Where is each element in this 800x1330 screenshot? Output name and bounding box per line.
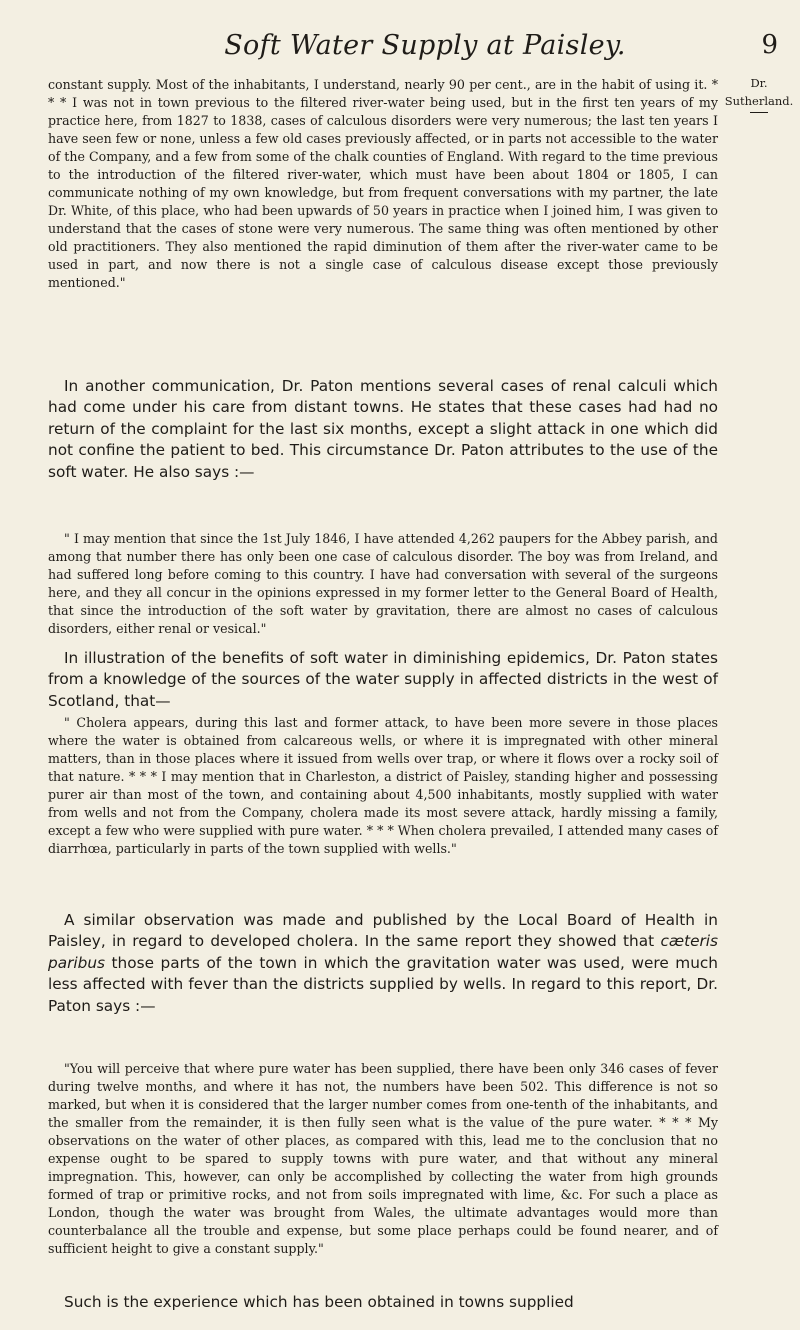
body-paragraph-6-start: A similar observation was made and published by the Local Board of Health in Paisley, in regard to developed cholera. In the same report they showed that (48, 911, 718, 951)
margin-note-rule (750, 112, 768, 113)
margin-note-line-2: Sutherland. (724, 94, 794, 108)
page-number: 9 (761, 30, 778, 60)
body-paragraph-8: Such is the experience which has been obtained in towns supplied (64, 1293, 574, 1311)
quote-paragraph-5: " Cholera appears, during this last and former attack, to have been more severe in those places where the water is obtained from calcareous wells, or where it is impregnated with other mineral matters, than in those places where it issued from wells over trap, or where it flows over a rocky soil of that nature. * * * I may mention that in Charleston, a district of Paisley, standing higher and possessing purer air than most of the town, and containing about 4,500 inhabitants, mostly supplied with water from wells and not from the Company, cholera made its most severe attack, hardly missing a family, except a few who were supplied with pure water. * * * When cholera prevailed, I attended many cases of diarrhœa, particularly in parts of the town supplied with wells." (48, 715, 718, 856)
running-head (60, 30, 790, 64)
body-paragraph-2: In another communication, Dr. Paton mentions several cases of renal calculi which had come under his care from distant towns. He states that these cases had had no return of the complaint for the last six months, except a slight attack in one which did not confine the patient to bed. This circumstance Dr. Paton attributes to the use of the soft water. He also says :— (48, 377, 718, 481)
quote-paragraph-7: "You will perceive that where pure water has been supplied, there have been only 346 cases of fever during twelve months, and where it has not, the numbers have been 502. This difference is not so marked, but when it is considered that the larger number comes from one-tenth of the inhabitants, and the smaller from the remainder, it is then fully seen what is the value of the pure water. * * * My observations on the water of other places, as compared with this, lead me to the conclusion that no expense ought to be spared to supply towns with pure water, and that without any mineral impregnation. This, however, can only be accomplished by collecting the water from high grounds formed of trap or primitive rocks, and not from soils impregnated with lime, &c. For such a place as London, though the water was brought from Wales, the ultimate advantages would more than counterbalance all the trouble and expense, but some place perhaps could be found nearer, and of sufficient height to give a constant supply." (48, 1061, 718, 1256)
body-paragraph-6 (48, 910, 718, 1017)
quote-paragraph-3: " I may mention that since the 1st July 1846, I have attended 4,262 paupers for the Abbey parish, and among that number there has only been one case of calculous disorder. The boy was from Ireland, and had suffered long before coming to this country. I have had conversation with several of the surgeons here, and they all concur in the opinions expressed in my former letter to the General Board of Health, that since the introduction of the soft water by gravitation, there are almost no cases of calculous disorders, either renal or vesical." (48, 531, 718, 636)
body-paragraph-4: In illustration of the benefits of soft water in diminishing epidemics, Dr. Paton states from a knowledge of the sources of the water supply in affected districts in the west of Scotland, that— (48, 649, 718, 710)
running-title: Soft Water Supply at Paisley. (224, 30, 626, 61)
body-paragraph-6-end: those parts of the town in which the gravitation water was used, were much less affected with fever than the districts supplied by wells. In regard to this report, Dr. Paton says :— (48, 953, 718, 1015)
margin-note-line-1: Dr. (750, 76, 768, 90)
margin-note (720, 74, 798, 113)
body-paragraph-6-italic: cæteris paribus (48, 932, 718, 972)
quote-paragraph-1: constant supply. Most of the inhabitants, I understand, nearly 90 per cent., are in the habit of using it. * * * I was not in town previous to the filtered river-water being used, but in the first ten years of my practice here, from 1827 to 1838, cases of calculous disorders were very numerous; the last ten years I have seen few or none, unless a few old cases previously affected, or in parts not accessible to the water of the Company, and a few from some of the chalk counties of England. With regard to the time previous to the introduction of the filtered river-water, which must have been about 1804 or 1805, I can communicate nothing of my own knowledge, but from frequent conversations with my partner, the late Dr. White, of this place, who had been upwards of 50 years in practice when I joined him, I was given to understand that the cases of stone were very numerous. The same thing was often mentioned by other old practitioners. They also mentioned the rapid diminution of them after the river-water came to be used in part, and now there is not a single case of calculous disease except those previously mentioned." (48, 77, 718, 290)
